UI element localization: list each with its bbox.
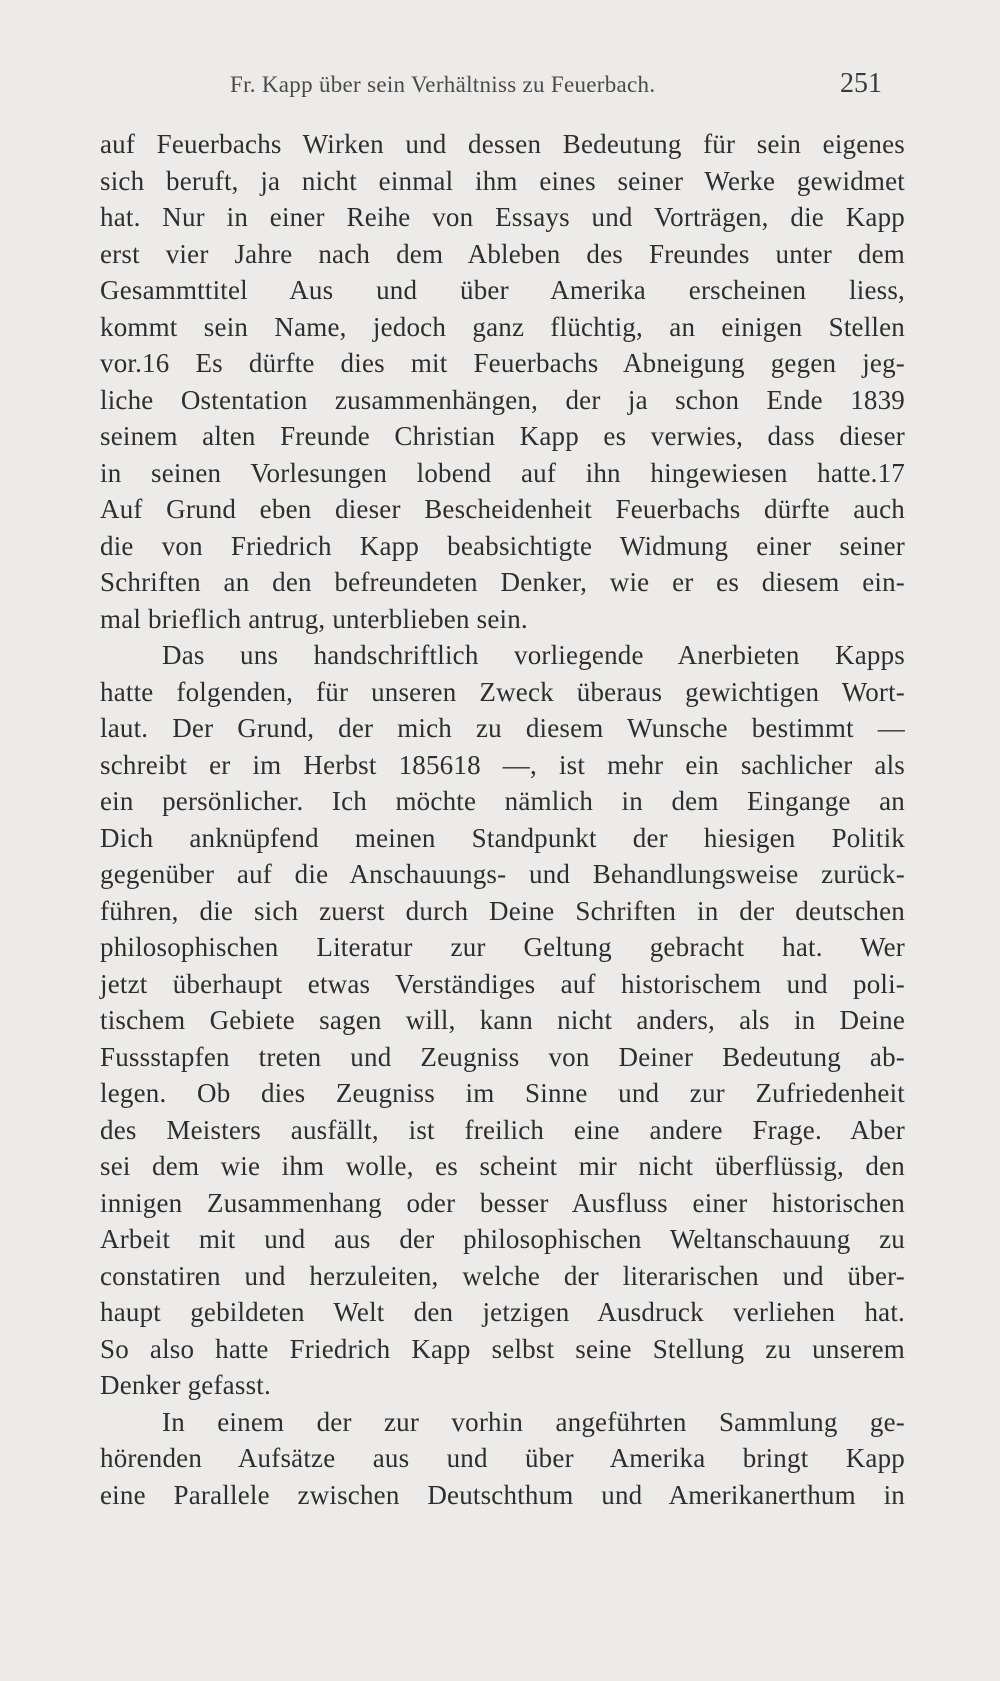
body-text (100, 126, 905, 1513)
text-line: führen, die sich zuerst durch Deine Schriften in der deutschen (100, 895, 905, 926)
paragraph-start-line: Das uns handschriftlich vorliegende Anerbieten Kapps (162, 640, 905, 670)
page-number: 251 (840, 68, 882, 99)
text-line: liche Ostentation zusammenhängen, der ja schon Ende 1839 (100, 384, 905, 415)
paragraph-end-line: mal brieflich antrug, unterblieben sein. (100, 603, 528, 634)
text-line: hörenden Aufsätze aus und über Amerika bringt Kapp (100, 1443, 905, 1473)
text-line: vor.16 Es dürfte dies mit Feuerbachs Abneigung gegen jeg- (100, 348, 905, 378)
text-line: erst vier Jahre nach dem Ableben des Freundes unter dem (100, 238, 905, 269)
paragraph-start-line: In einem der zur vorhin angeführten Sammlung ge- (162, 1406, 905, 1437)
text-line: So also hatte Friedrich Kapp selbst seine Stellung zu unserem (100, 1333, 905, 1364)
text-line: gegenüber auf die Anschauungs- und Behandlungsweise zurück- (100, 859, 905, 889)
text-line: legen. Ob dies Zeugniss im Sinne und zur Zufriedenheit (100, 1078, 905, 1108)
running-title: Fr. Kapp über sein Verhältniss zu Feuerbach. (230, 72, 656, 97)
paragraph-end-line: Denker gefasst. (100, 1370, 271, 1400)
text-line: kommt sein Name, jedoch ganz flüchtig, an einigen Stellen (100, 311, 905, 342)
text-line: hat. Nur in einer Reihe von Essays und Vorträgen, die Kapp (100, 202, 905, 232)
text-line: Schriften an den befreundeten Denker, wie er es diesem ein- (100, 567, 905, 597)
text-line: sich beruft, ja nicht einmal ihm eines seiner Werke gewidmet (100, 165, 905, 196)
text-line: laut. Der Grund, der mich zu diesem Wunsche bestimmt — (100, 713, 905, 743)
text-line: des Meisters ausfällt, ist freilich eine andere Frage. Aber (100, 1114, 905, 1145)
text-line: Arbeit mit und aus der philosophischen Weltanschauung zu (100, 1224, 905, 1254)
text-line: eine Parallele zwischen Deutschthum und Amerikanerthum in (100, 1479, 905, 1510)
text-line: sei dem wie ihm wolle, es scheint mir nicht überflüssig, den (100, 1151, 905, 1181)
running-header (230, 64, 882, 104)
text-line: jetzt überhaupt etwas Verständiges auf historischem und poli- (100, 968, 905, 999)
text-line: schreibt er im Herbst 185618 —, ist mehr ein sachlicher als (100, 749, 905, 780)
text-line: ein persönlicher. Ich möchte nämlich in dem Eingange an (100, 786, 905, 816)
text-line: constatiren und herzuleiten, welche der literarischen und über- (100, 1260, 905, 1291)
text-line: Gesammttitel Aus und über Amerika erscheinen liess, (100, 275, 905, 305)
text-line: innigen Zusammenhang oder besser Ausfluss einer historischen (100, 1187, 905, 1218)
text-line: seinem alten Freunde Christian Kapp es verwies, dass dieser (100, 421, 905, 451)
text-line: auf Feuerbachs Wirken und dessen Bedeutung für sein eigenes (100, 129, 905, 159)
text-line: in seinen Vorlesungen lobend auf ihn hingewiesen hatte.17 (100, 457, 905, 488)
text-line: hatte folgenden, für unseren Zweck überaus gewichtigen Wort- (100, 676, 905, 707)
text-line: Auf Grund eben dieser Bescheidenheit Feuerbachs dürfte auch (100, 494, 905, 524)
text-line: tischem Gebiete sagen will, kann nicht anders, als in Deine (100, 1005, 905, 1035)
text-line: die von Friedrich Kapp beabsichtigte Widmung einer seiner (100, 530, 905, 561)
text-line: haupt gebildeten Welt den jetzigen Ausdruck verliehen hat. (100, 1297, 905, 1327)
text-line: Fussstapfen treten und Zeugniss von Deiner Bedeutung ab- (100, 1041, 905, 1072)
text-line: philosophischen Literatur zur Geltung gebracht hat. Wer (100, 932, 905, 962)
text-line: Dich anknüpfend meinen Standpunkt der hiesigen Politik (100, 822, 905, 853)
